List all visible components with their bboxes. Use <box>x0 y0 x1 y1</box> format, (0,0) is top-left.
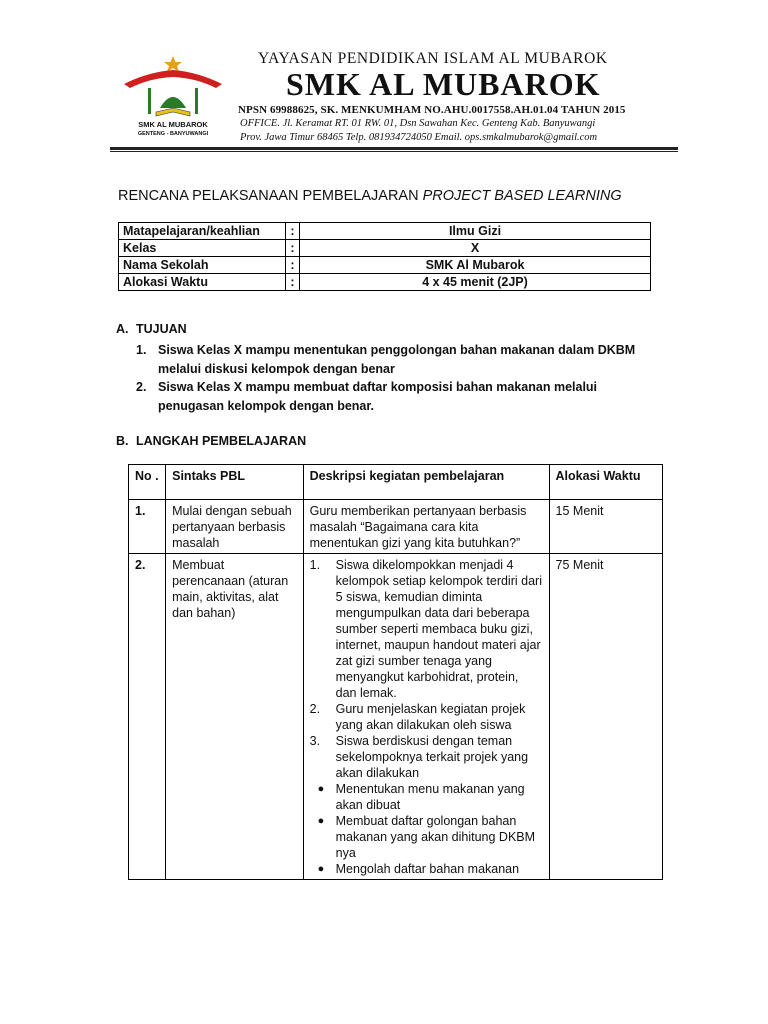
title-italic: PROJECT BASED LEARNING <box>422 188 622 204</box>
info-separator: : <box>286 257 300 274</box>
bullet-icon: ● <box>317 815 325 827</box>
row-number: 2. <box>129 554 166 880</box>
bullet-text: Menentukan menu makanan yang akan dibuat <box>335 782 525 812</box>
row-alokasi: 75 Menit <box>549 554 662 880</box>
school-logo <box>118 54 228 140</box>
row-number: 1. <box>129 500 166 554</box>
step-number: 1. <box>309 558 321 572</box>
step-text: Guru menjelaskan kegiatan projek yang akan dilakukan oleh siswa <box>335 702 526 732</box>
info-label: Nama Sekolah <box>119 257 286 274</box>
bullet-list <box>310 781 543 877</box>
npsn-line: NPSN 69988625, SK. MENKUMHAM NO.AHU.0017558.AH.01.04 TAHUN 2015 <box>238 104 626 116</box>
list-item <box>310 781 543 813</box>
svg-text:AL MUBAROK: AL MUBAROK <box>155 81 191 87</box>
table-header-row <box>129 465 663 500</box>
step-number: 3. <box>309 734 321 748</box>
step-text: Siswa dikelompokkan menjadi 4 kelompok setiap kelompok terdiri dari 5 siswa, kemudian diminta mengumpulkan data dari beberapa sumber seperti membaca buku gizi, internet, maupun handout materi ajar zat gizi sumber tenaga yang menyangkut karbohidrat, protein, dan lemak. <box>335 558 542 700</box>
row-alokasi: 15 Menit <box>549 500 662 554</box>
row-sintaks: Mulai dengan sebuah pertanyaan berbasis masalah <box>166 500 304 554</box>
header-deskripsi: Deskripsi kegiatan pembelajaran <box>303 465 549 500</box>
info-separator: : <box>286 223 300 240</box>
list-item <box>310 733 543 781</box>
section-a-heading: A. TUJUAN <box>116 322 187 336</box>
step-text: Siswa berdiskusi dengan teman sekelompoknya terkait projek yang akan dilakukan <box>335 734 529 780</box>
list-item <box>310 557 543 701</box>
step-list <box>310 557 543 781</box>
info-row <box>119 257 651 274</box>
header-no: No . <box>129 465 166 500</box>
info-value: SMK Al Mubarok <box>300 257 651 274</box>
table-row <box>129 554 663 880</box>
objective-item <box>136 378 666 416</box>
logo-city: GENTENG - BANYUWANGI <box>137 131 209 137</box>
info-label: Kelas <box>119 240 286 257</box>
info-value: 4 x 45 menit (2JP) <box>300 274 651 291</box>
info-row <box>119 223 651 240</box>
info-label: Matapelajaran/keahlian <box>119 223 286 240</box>
bullet-icon: ● <box>317 863 325 875</box>
objective-text: Siswa Kelas X mampu menentukan penggolongan bahan makanan dalam DKBM melalui diskusi kelompok dengan benar <box>158 343 636 376</box>
logo-school-name: SMK AL MUBAROK <box>138 120 208 129</box>
bullet-icon: ● <box>317 783 325 795</box>
learning-steps-table <box>128 464 663 880</box>
info-table <box>118 222 651 291</box>
info-value: Ilmu Gizi <box>300 223 651 240</box>
header-sintaks: Sintaks PBL <box>166 465 304 500</box>
objective-text: Siswa Kelas X mampu membuat daftar komposisi bahan makanan melalui penugasan kelompok dengan benar. <box>158 380 598 413</box>
school-name: SMK AL MUBAROK <box>286 66 601 102</box>
step-number: 2. <box>309 702 321 716</box>
info-label: Alokasi Waktu <box>119 274 286 291</box>
row-deskripsi: Guru memberikan pertanyaan berbasis masalah “Bagaimana cara kita menentukan gizi yang kita butuhkan?” <box>303 500 549 554</box>
list-item <box>310 701 543 733</box>
info-row <box>119 274 651 291</box>
objective-number: 1. <box>136 343 147 357</box>
section-b-heading: B. LANGKAH PEMBELAJARAN <box>116 434 307 448</box>
objective-number: 2. <box>136 380 147 394</box>
office-address: OFFICE. Jl. Keramat RT. 01 RW. 01, Dsn Sawahan Kec. Genteng Kab. Banyuwangi <box>240 118 596 129</box>
letterhead-rule-thin <box>110 151 678 152</box>
info-separator: : <box>286 240 300 257</box>
list-item <box>310 861 543 877</box>
bullet-text: Membuat daftar golongan bahan makanan yang akan dihitung DKBM nya <box>335 814 536 860</box>
info-value: X <box>300 240 651 257</box>
document-title <box>118 188 622 204</box>
info-row <box>119 240 651 257</box>
row-sintaks: Membuat perencanaan (aturan main, aktivitas, alat dan bahan) <box>166 554 304 880</box>
letterhead-rule-thick <box>110 147 678 150</box>
row-deskripsi <box>303 554 549 880</box>
title-main: RENCANA PELAKSANAAN PEMBELAJARAN <box>118 188 423 204</box>
contact-line: Prov. Jawa Timur 68465 Telp. 081934724050 Email. ops.smkalmubarok@gmail.com <box>240 132 598 143</box>
objective-item <box>136 341 666 379</box>
header-alokasi: Alokasi Waktu <box>549 465 662 500</box>
foundation-name: YAYASAN PENDIDIKAN ISLAM AL MUBAROK <box>258 50 608 67</box>
info-separator: : <box>286 274 300 291</box>
table-row <box>129 500 663 554</box>
bullet-text: Mengolah daftar bahan makanan <box>335 862 520 876</box>
list-item <box>310 813 543 861</box>
